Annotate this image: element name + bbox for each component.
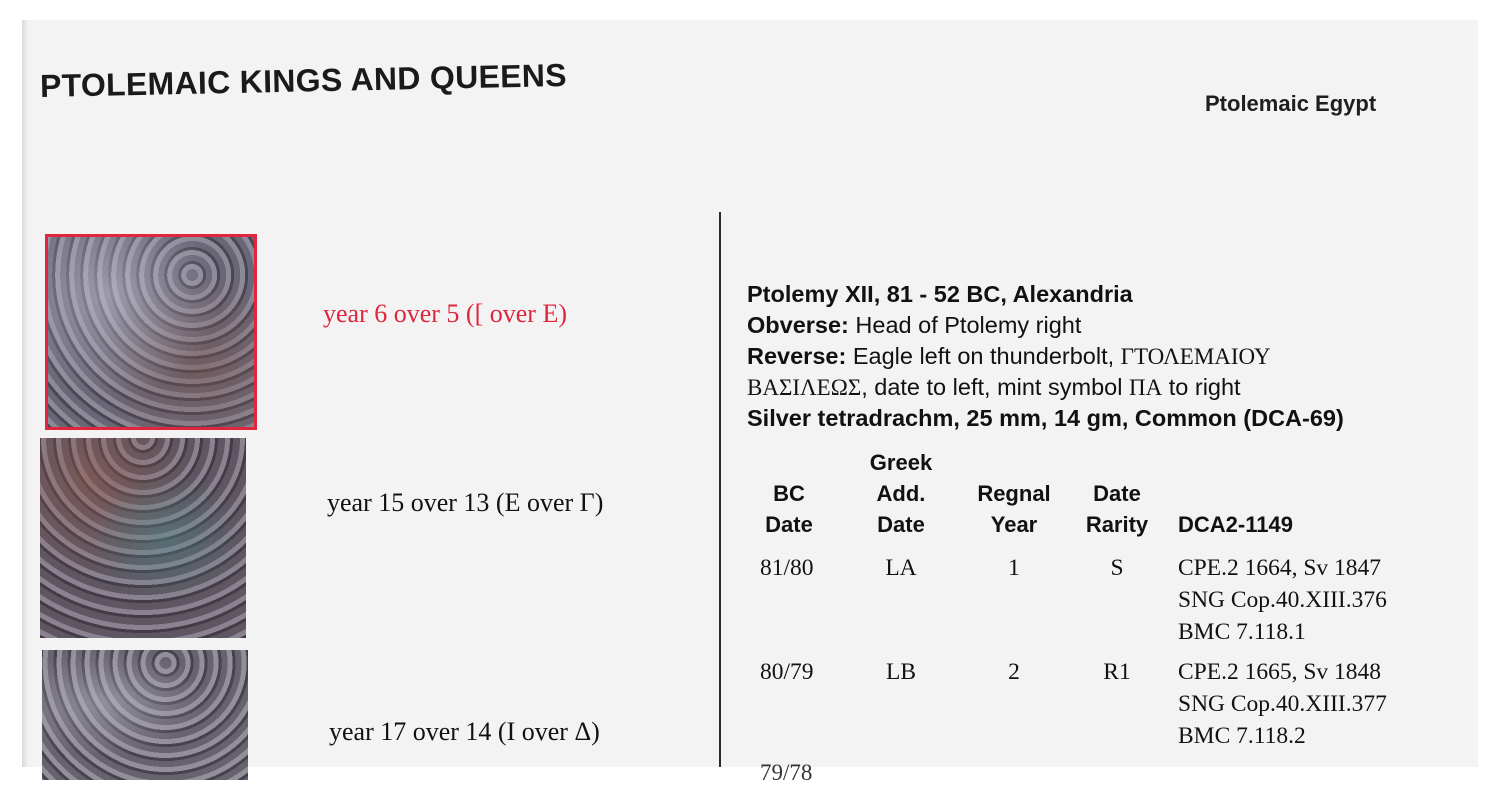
- header-bc-date: [754, 478, 824, 540]
- reign-mint: , 81 - 52 BC, Alexandria: [873, 281, 1133, 307]
- cell-references: CPE.2 1664, Sv 1847 SNG Cop.40.XIII.376 BMC 7.118.1: [1178, 555, 1387, 645]
- cell-regnal-year: 2: [1008, 659, 1020, 685]
- mint-symbol: ΠΑ: [1128, 375, 1163, 400]
- coin-closeup-image-2: [40, 438, 246, 638]
- cell-regnal-year: 1: [1008, 555, 1020, 581]
- header-rarity-line-2: Rarity: [1085, 512, 1149, 537]
- obverse-label: Obverse:: [747, 312, 849, 338]
- cell-references: CPE.2 1665, Sv 1848 SNG Cop.40.XIII.377 BMC 7.118.2: [1178, 659, 1387, 749]
- coin-caption-1: year 6 over 5 ([ over E): [323, 299, 567, 328]
- header-greek-line-1: Greek: [869, 450, 933, 475]
- header-greek-date: [858, 447, 944, 540]
- header-date-rarity: [1076, 478, 1158, 540]
- header-regnal-line-1: Regnal: [977, 481, 1051, 506]
- catalog-page: [22, 20, 1478, 785]
- column-divider: [719, 212, 721, 767]
- page-binding-shadow: [22, 20, 28, 767]
- header-greek-line-3: Date: [877, 512, 925, 537]
- coin-closeup-image-3: [42, 650, 248, 780]
- coin-description: [747, 279, 1447, 434]
- obverse-text: Head of Ptolemy right: [855, 312, 1082, 338]
- obverse-line: [747, 310, 1447, 341]
- reverse-legend-2: ΒΑΣΙΛΕΩΣ: [747, 375, 862, 400]
- coin-caption-2: year 15 over 13 (E over Γ): [327, 488, 604, 517]
- reverse-label: Reverse:: [747, 343, 847, 369]
- reverse-legend-1: ΓΤΟΛΕΜΑΙΟΥ: [1120, 344, 1271, 369]
- header-bc-date-line-1: BC: [773, 481, 805, 506]
- section-heading: Ptolemaic Egypt: [1205, 91, 1377, 116]
- header-regnal-line-2: Year: [990, 512, 1038, 537]
- cell-bc-date: 80/79: [760, 659, 814, 685]
- header-regnal-year: [964, 478, 1064, 540]
- reverse-line-2: [747, 372, 1447, 403]
- reverse-text-3: to right: [1168, 374, 1241, 400]
- header-reference: DCA2-1149: [1178, 512, 1293, 537]
- coin-caption-3: year 17 over 14 (I over Δ): [329, 717, 600, 746]
- cell-rarity: S: [1110, 555, 1124, 581]
- header-bc-date-line-2: Date: [765, 512, 813, 537]
- cell-greek-date: LB: [885, 659, 917, 685]
- cut-off-row-text: 79/78: [760, 760, 813, 785]
- coin-closeup-image-1: [45, 234, 257, 430]
- ruler-name: Ptolemy XII: [747, 281, 874, 307]
- cell-greek-date: LA: [885, 555, 917, 581]
- header-rarity-line-1: Date: [1093, 481, 1141, 506]
- header-greek-line-2: Add.: [876, 481, 926, 506]
- reverse-text-2: , date to left, mint symbol: [861, 374, 1123, 400]
- reverse-line: [747, 341, 1447, 372]
- ruler-line: [747, 279, 1447, 310]
- page-title: PTOLEMAIC KINGS AND QUEENS: [39, 56, 568, 104]
- cell-rarity: R1: [1103, 659, 1131, 685]
- denomination-line: Silver tetradrachm, 25 mm, 14 gm, Common (DCA-69): [747, 405, 1344, 431]
- reverse-text: Eagle left on thunderbolt,: [852, 343, 1115, 369]
- cell-bc-date: 81/80: [760, 555, 814, 581]
